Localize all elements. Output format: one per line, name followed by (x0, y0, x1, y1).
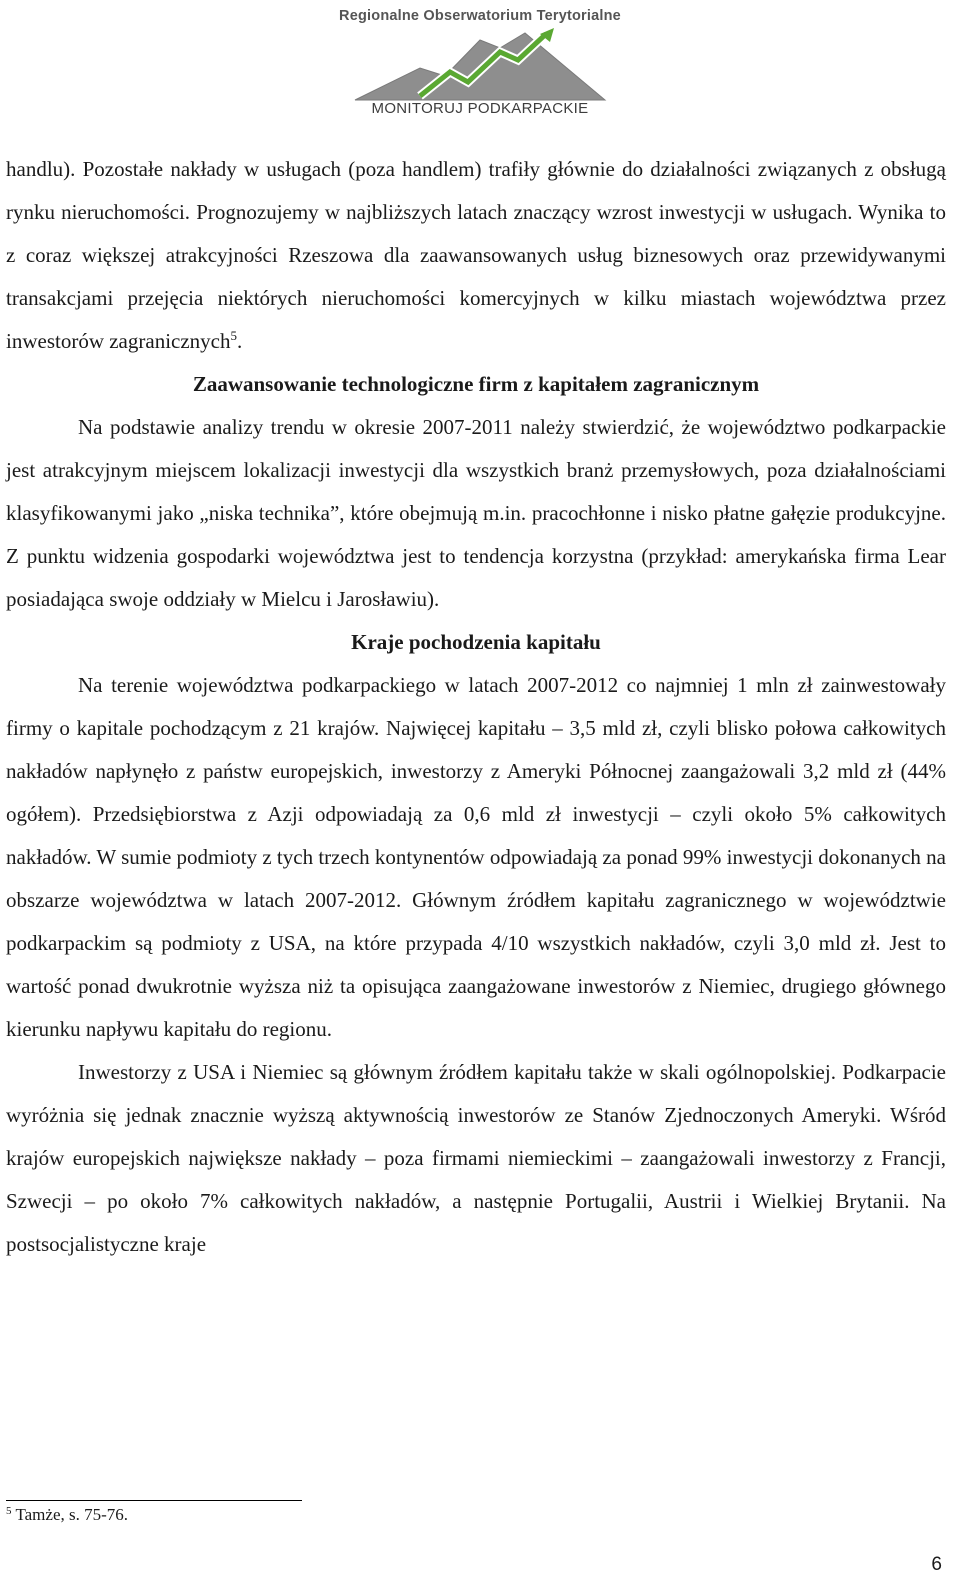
paragraph-3: Na terenie województwa podkarpackiego w latach 2007-2012 co najmniej 1 mln zł zainwestowały firmy o kapitale pochodzącym z 21 krajów. Najwięcej kapitału – 3,5 mld zł, czyli blisko połowa całkowitych nakładów napłynęło z państw europejskich, inwestorzy z Ameryki Północnej zaangażowali 3,2 mld zł (44% ogółem). Przedsiębiorstwa z Azji odpowiadają za 0,6 mld zł inwestycji – czyli około 5% całkowitych nakładów. W sumie podmioty z tych trzech kontynentów odpowiadają za ponad 99% inwestycji dokonanych na obszarze województwa w latach 2007-2012. Głównym źródłem kapitału zagranicznego w województwie podkarpackim są podmioty z USA, na które przypada 4/10 wszystkich nakładów, czyli 3,0 mld zł. Jest to wartość ponad dwukrotnie wyższa niż ta opisująca zaangażowane inwestorów z Niemiec, drugiego głównego kierunku napływu kapitału do regionu. (6, 673, 946, 1041)
paragraph-2: Na podstawie analizy trendu w okresie 2007-2011 należy stwierdzić, że województwo podkarpackie jest atrakcyjnym miejscem lokalizacji inwestycji dla wszystkich branż przemysłowych, poza działalnościami klasyfikowanymi jako „niska technika”, które obejmują m.in. pracochłonne i nisko płatne gałęzie produkcyjne. Z punktu widzenia gospodarki województwa jest to tendencja korzystna (przykład: amerykańska firma Lear posiadająca swoje oddziały w Mielcu i Jarosławiu). (6, 415, 946, 611)
logo-caption: MONITORUJ PODKARPACKIE (371, 100, 589, 117)
paragraph-1-text: handlu). Pozostałe nakłady w usługach (poza handlem) trafiły głównie do działalności związanych z obsługą rynku nieruchomości. Prognozujemy w najbliższych latach znaczący wzrost inwestycji w usługach. Wynika to z coraz większej atrakcyjności Rzeszowa dla zaawansowanych usług biznesowych oraz przewidywanymi transakcjami przejęcia niektórych nieruchomości komercyjnych w kilku miastach województwa przez inwestorów zagranicznych (6, 157, 946, 353)
footnote-ref[interactable]: 5 (230, 328, 237, 343)
observatory-title: Regionalne Obserwatorium Terytorialne (339, 8, 621, 24)
footnote-divider (6, 1500, 302, 1501)
paragraph-4: Inwestorzy z USA i Niemiec są głównym źródłem kapitału także w skali ogólnopolskiej. Podkarpacie wyróżnia się jednak znacznie wyższą aktywnością inwestorów ze Stanów Zjednoczonych Ameryki. Wśród krajów europejskich największe nakłady – poza firmami niemieckimi – zaangażowali inwestorzy z Francji, Szwecji – po około 7% całkowitych nakładów, a następnie Portugalii, Austrii i Wielkiej Brytanii. Na postsocjalistyczne kraje (6, 1060, 946, 1256)
document-body (6, 148, 946, 1266)
mountain-growth-arrow-icon (350, 28, 610, 102)
page-header (0, 0, 960, 128)
footnote (6, 1504, 128, 1526)
footnote-number: 5 (6, 1505, 12, 1517)
paragraph-1 (6, 148, 946, 363)
heading-technology: Zaawansowanie technologiczne firm z kapitałem zagranicznym (192, 372, 760, 396)
footnote-text: Tamże, s. 75-76. (11, 1505, 129, 1524)
heading-capital-origin: Kraje pochodzenia kapitału (351, 630, 601, 654)
paragraph-1-end: . (237, 329, 243, 353)
page-number: 6 (931, 1554, 942, 1575)
